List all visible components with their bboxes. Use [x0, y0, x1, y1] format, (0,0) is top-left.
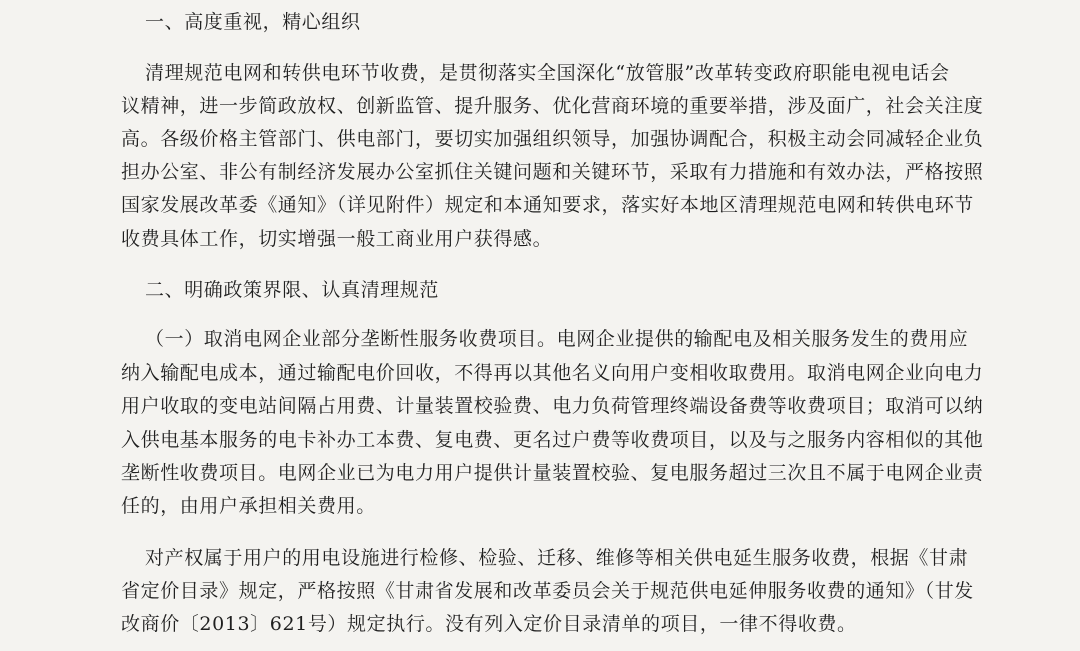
section-heading-1: 一、高度重视，精心组织	[145, 11, 361, 33]
paragraph-line: 用户收取的变电站间隔占用费、计量装置校验费、电力负荷管理终端设备费等收费项目；取消可以纳	[121, 395, 984, 417]
paragraph-line: 高。各级价格主管部门、供电部门，要切实加强组织领导，加强协调配合，积极主动会同减轻企业负	[121, 128, 984, 150]
section-heading-2: 二、明确政策界限、认真清理规范	[145, 279, 440, 301]
paragraph-line: 纳入输配电成本，通过输配电价回收，不得再以其他名义向用户变相收取费用。取消电网企业向电力	[121, 362, 984, 384]
paragraph-line: 垄断性收费项目。电网企业已为电力用户提供计量装置校验、复电服务超过三次且不属于电网企业责	[121, 462, 984, 484]
paragraph-line: 省定价目录》规定，严格按照《甘肃省发展和改革委员会关于规范供电延伸服务收费的通知》（甘发	[121, 580, 974, 602]
paragraph-line: 改商价〔2013〕621号）规定执行。没有列入定价目录清单的项目，一律不得收费。	[121, 613, 857, 635]
paragraph-line: 对产权属于用户的用电设施进行检修、检验、迁移、维修等相关供电延生服务收费，根据《甘肃	[145, 547, 969, 569]
paragraph-line: 国家发展改革委《通知》（详见附件）规定和本通知要求，落实好本地区清理规范电网和转供电环节	[121, 194, 974, 216]
paragraph-line: （一）取消电网企业部分垄断性服务收费项目。电网企业提供的输配电及相关服务发生的费用应	[145, 328, 969, 350]
paragraph-line: 清理规范电网和转供电环节收费，是贯彻落实全国深化“放管服”改革转变政府职能电视电话会	[145, 62, 950, 84]
paragraph-line: 议精神，进一步简政放权、创新监管、提升服务、优化营商环境的重要举措，涉及面广，社会关注度	[121, 95, 984, 117]
paragraph-line: 入供电基本服务的电卡补办工本费、复电费、更名过户费等收费项目，以及与之服务内容相似的其他	[121, 429, 984, 451]
paragraph-line: 任的，由用户承担相关费用。	[121, 495, 376, 517]
paragraph-line: 担办公室、非公有制经济发展办公室抓住关键问题和关键环节，采取有力措施和有效办法，严格按照	[121, 161, 984, 183]
paragraph-line: 收费具体工作，切实增强一般工商业用户获得感。	[121, 228, 553, 250]
